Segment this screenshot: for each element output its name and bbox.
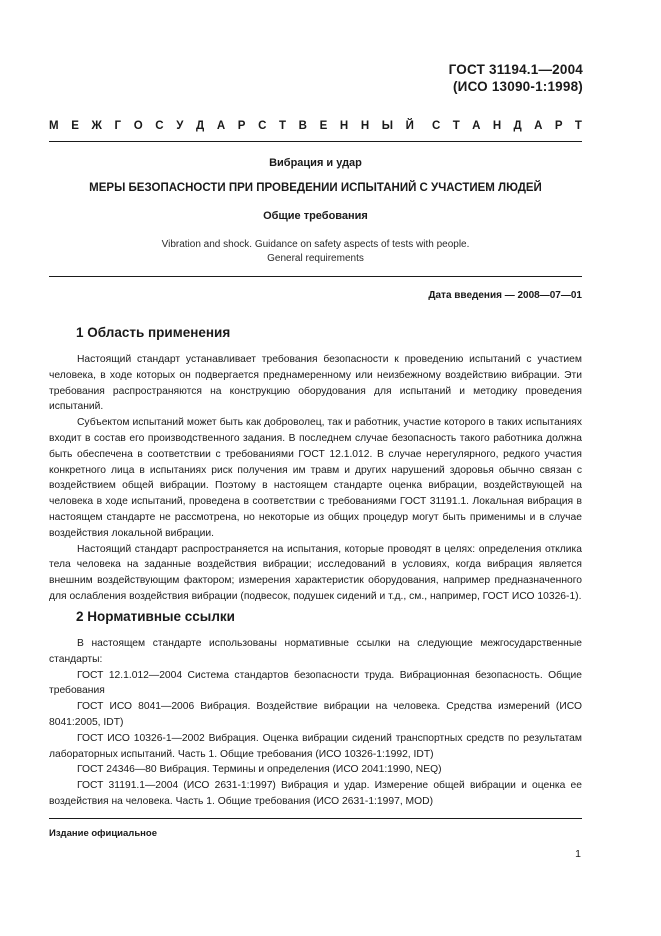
title-sub: Общие требования bbox=[263, 210, 368, 222]
banner-letter: С bbox=[155, 120, 164, 132]
normative-reference: ГОСТ 12.1.012—2004 Система стандартов безопасности труда. Вибрационная безопасность. Общие требования bbox=[49, 669, 582, 697]
normative-reference: ГОСТ 24346—80 Вибрация. Термины и определения (ИСО 2041:1990, NEQ) bbox=[77, 764, 442, 776]
banner-letter: С bbox=[258, 120, 267, 132]
banner-letter: Т bbox=[452, 120, 460, 132]
normative-reference: ГОСТ 31191.1—2004 (ИСО 2631-1:1997) Вибрация и удар. Измерение общей вибрации и оценка ее воздействия на человека. Часть 1. Общие требования (ИСО 2631-1:1997, MOD) bbox=[49, 780, 582, 807]
banner-word-interstate bbox=[49, 120, 414, 132]
banner-letter: Ж bbox=[91, 120, 102, 132]
title-main: МЕРЫ БЕЗОПАСНОСТИ ПРИ ПРОВЕДЕНИИ ИСПЫТАНИЙ С УЧАСТИЕМ ЛЮДЕЙ bbox=[89, 182, 542, 194]
middle-rule bbox=[49, 276, 582, 277]
section-1-paragraph: Настоящий стандарт распространяется на испытания, которые проводят в целях: определения отклика тела человека на заданные воздействия вибрации; исследований в условиях, когда вибрация является внешним воздействующим фактором; измерения характеристик оборудования, например предназначенного для ослабления воздействия вибрации (подвесок, подушек сидений и т.д., см., например, ГОСТ ИСО 10326-1). bbox=[49, 543, 582, 602]
banner-letter: Д bbox=[513, 120, 522, 132]
banner-letter: Д bbox=[196, 120, 205, 132]
banner-letter: Ы bbox=[381, 120, 394, 132]
english-title-line2: General requirements bbox=[267, 253, 364, 264]
introduction-date: Дата введения — 2008—07—01 bbox=[428, 290, 582, 301]
banner-letter: Р bbox=[554, 120, 563, 132]
normative-reference: ГОСТ ИСО 10326-1—2002 Вибрация. Оценка вибрации сидений транспортных средств по результатам лабораторных испытаний. Часть 1. Общие требования (ИСО 10326-1:1992, IDT) bbox=[49, 732, 582, 760]
banner-letter: Г bbox=[114, 120, 122, 132]
section-1-paragraph: Субъектом испытаний может быть как доброволец, так и работник, участие которого в таких испытаниях входит в состав его производственного задания. В последнем случае безопасность такого работника должна быть обеспечена в соответствии с требованиями ГОСТ 12.1.012. В случае нерегулярного, редкого участия конкретного лица в испытаниях риск получения им травм и других нарушений здоровья обычно связан с воздействием общей вибрации. Поэтому в настоящем стандарте оценка вибрации, воздействующей на человека в ходе испытаний, проведена в соответствии с требованиями ГОСТ 31191.1. Локальная вибрация в настоящем стандарте не рассмотрена, но некоторые из общих процедур могут быть применимы и в случае воздействия локальной вибрации. bbox=[49, 417, 582, 539]
page-number: 1 bbox=[575, 848, 581, 860]
banner-letter: У bbox=[176, 120, 184, 132]
banner-letter: Т bbox=[574, 120, 582, 132]
top-rule bbox=[49, 141, 582, 142]
section-2-body bbox=[49, 636, 582, 810]
iso-designation: (ИСО 13090-1:1998) bbox=[452, 79, 583, 94]
bottom-rule bbox=[49, 818, 582, 819]
section-1-paragraph: Настоящий стандарт устанавливает требования безопасности к проведению испытаний с участием человека, в ходе которых он подвергается преднамеренному или неизбежному воздействию вибрации. Эти требования распространяются на конструкцию оборудования для испытаний и методику проведения испытаний. bbox=[49, 354, 582, 413]
banner-letter: О bbox=[133, 120, 143, 132]
section-1-heading: 1 Область применения bbox=[76, 325, 231, 340]
banner-letter: С bbox=[432, 120, 441, 132]
section-1-body bbox=[49, 352, 582, 605]
banner-letter: Е bbox=[71, 120, 79, 132]
banner-letter: Й bbox=[405, 120, 414, 132]
banner-letter: М bbox=[49, 120, 59, 132]
banner-word-standard bbox=[432, 120, 582, 132]
english-title-line1: Vibration and shock. Guidance on safety aspects of tests with people. bbox=[161, 239, 470, 250]
section-2-heading: 2 Нормативные ссылки bbox=[76, 609, 235, 624]
banner-letter: Р bbox=[237, 120, 246, 132]
banner-letter: Н bbox=[492, 120, 502, 132]
banner-letter: В bbox=[298, 120, 307, 132]
banner-letter: Е bbox=[319, 120, 328, 132]
banner-letter: Н bbox=[339, 120, 349, 132]
normative-reference: ГОСТ ИСО 8041—2006 Вибрация. Воздействие вибрации на человека. Средства измерений (ИСО 8041:2005, IDT) bbox=[49, 701, 582, 728]
section-2-intro: В настоящем стандарте использованы нормативные ссылки на следующие межгосударственные стандарты: bbox=[49, 638, 582, 665]
banner-letter: А bbox=[216, 120, 226, 132]
banner-letter: А bbox=[472, 120, 481, 132]
standard-designation: ГОСТ 31194.1—2004 bbox=[448, 62, 583, 77]
official-edition-label: Издание официальное bbox=[49, 828, 157, 839]
banner-letter: Н bbox=[360, 120, 370, 132]
banner-letter: Т bbox=[279, 120, 287, 132]
standard-type-banner bbox=[49, 120, 582, 132]
title-topic: Вибрация и удар bbox=[269, 157, 362, 169]
banner-letter: А bbox=[534, 120, 543, 132]
